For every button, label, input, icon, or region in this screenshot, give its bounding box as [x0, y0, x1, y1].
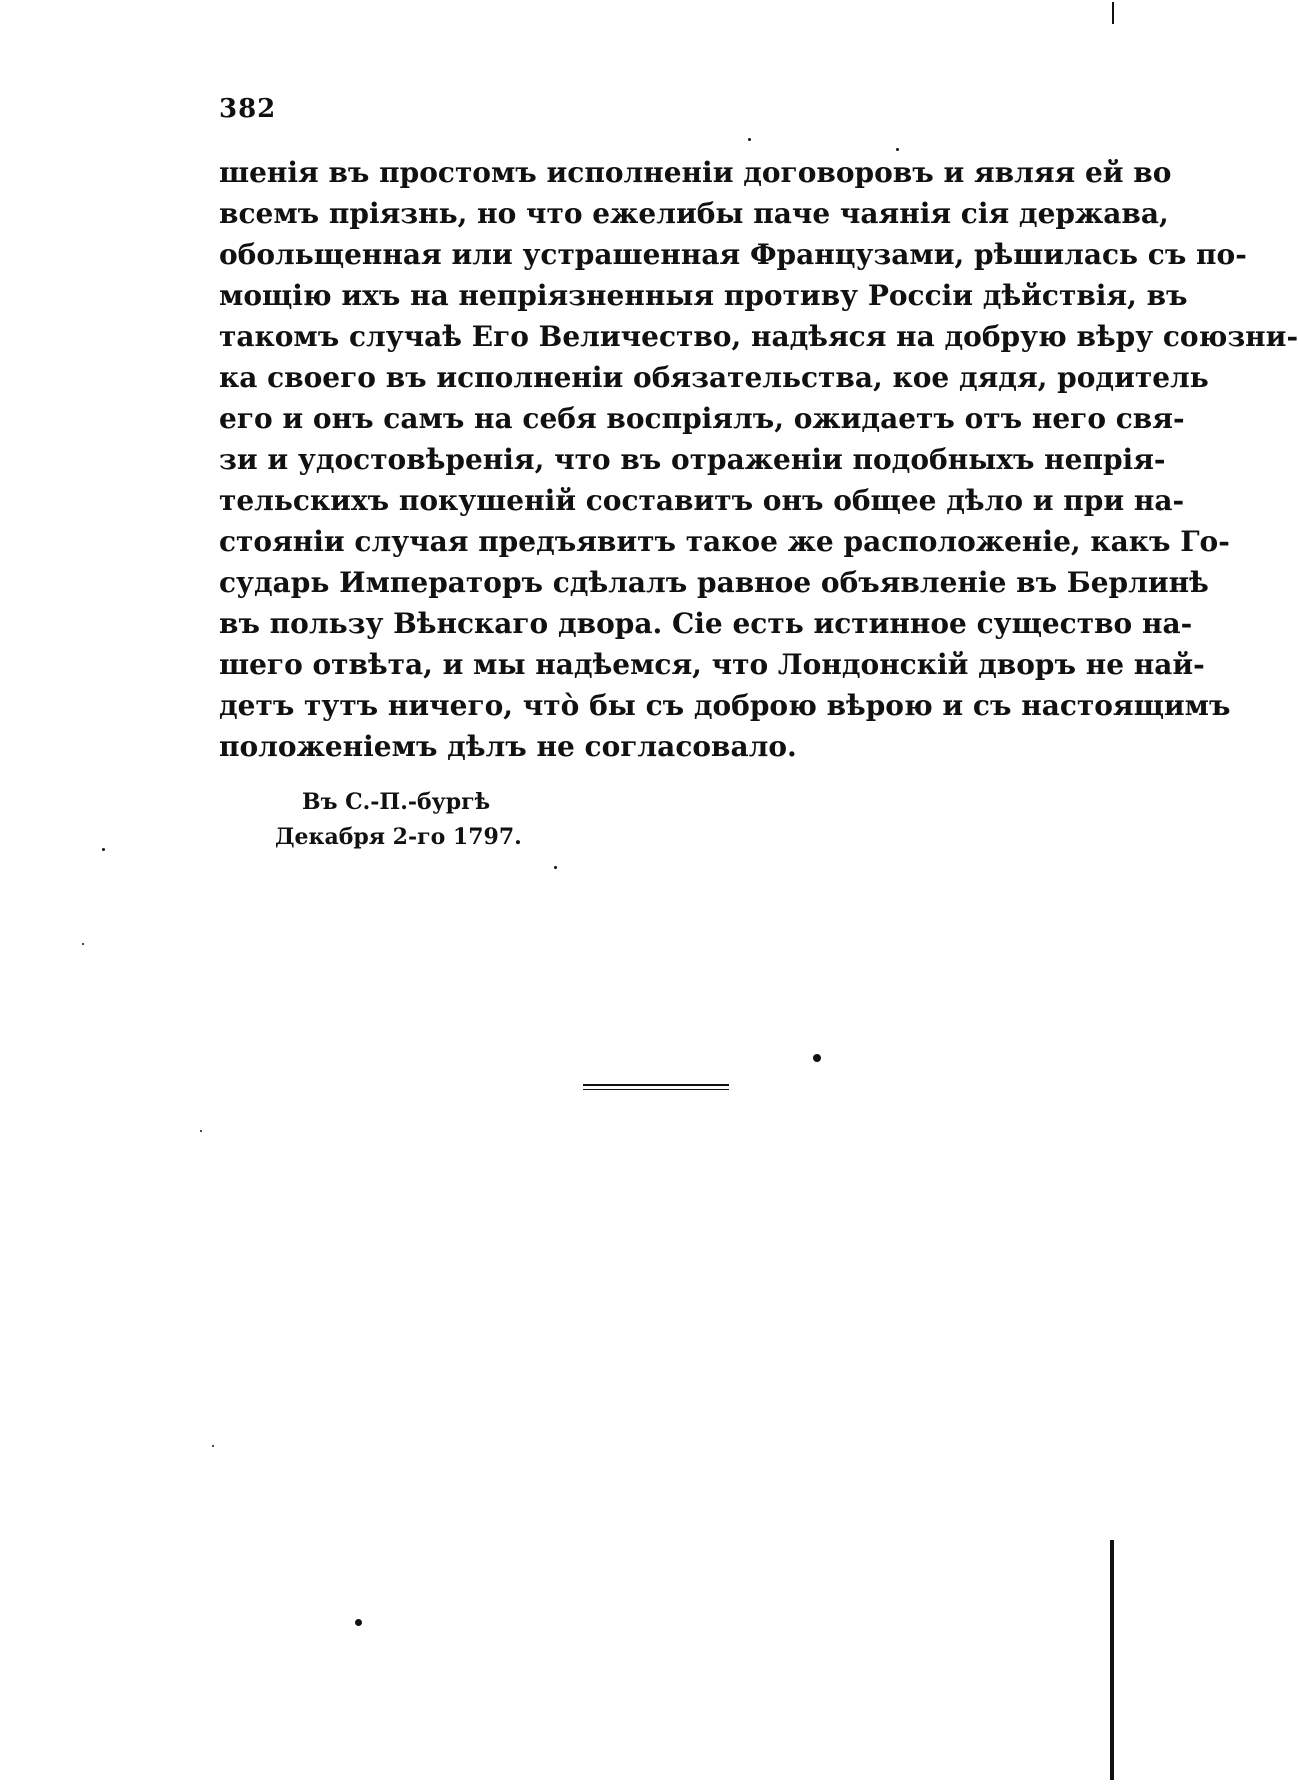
scan-speck	[102, 848, 105, 851]
signature-date: Декабря 2-го 1797.	[275, 824, 522, 850]
text-line: обольщенная или устрашенная Французами, рѣшилась съ по-	[219, 238, 1247, 271]
scan-speck	[896, 148, 899, 151]
divider-rule-bottom	[583, 1089, 729, 1090]
page-edge-mark	[1110, 1540, 1114, 1780]
text-line: шенія въ простомъ исполненіи договоровъ и являя ей во	[219, 156, 1172, 189]
scan-speck	[200, 1130, 202, 1132]
text-line: шего отвѣта, и мы надѣемся, что Лондонскій дворъ не най-	[219, 648, 1205, 681]
text-line: всемъ пріязнь, но что ежелибы паче чаянія сія держава,	[219, 197, 1169, 230]
section-divider	[583, 1084, 729, 1092]
divider-rule-top	[583, 1084, 729, 1086]
text-line-last: положеніемъ дѣлъ не согласовало.	[219, 730, 797, 763]
text-line: детъ тутъ ничего, чтò бы съ доброю вѣрою и съ настоящимъ	[219, 689, 1231, 722]
text-line: мощію ихъ на непріязненныя противу Россіи дѣйствія, въ	[219, 279, 1188, 312]
scan-speck	[748, 138, 751, 141]
text-line: его и онъ самъ на себя воспріялъ, ожидаетъ отъ него свя-	[219, 402, 1185, 435]
scan-speck	[554, 866, 557, 869]
page-number: 382	[219, 94, 277, 124]
page-edge-mark	[1112, 2, 1114, 24]
text-line: ка своего въ исполненіи обязательства, кое дядя, родитель	[219, 361, 1209, 394]
scan-speck	[82, 943, 84, 945]
text-line: въ пользу Вѣнскаго двора. Сіе есть истинное существо на-	[219, 607, 1193, 640]
text-line: зи и удостовѣренія, что въ отраженіи подобныхъ непрія-	[219, 443, 1166, 476]
body-text	[219, 152, 1298, 767]
scan-speck	[212, 1445, 214, 1447]
text-line: стояніи случая предъявитъ такое же расположеніе, какъ Го-	[219, 525, 1230, 558]
scan-speck	[813, 1054, 821, 1062]
text-line: такомъ случаѣ Его Величество, надѣяся на добрую вѣру союзни-	[219, 320, 1298, 353]
text-line: сударь Императоръ сдѣлалъ равное объявленіе въ Берлинѣ	[219, 566, 1209, 599]
scan-speck	[355, 1619, 362, 1626]
text-line: тельскихъ покушеній составитъ онъ общее дѣло и при на-	[219, 484, 1185, 517]
signature-place: Въ С.-П.-бургѣ	[302, 789, 491, 815]
